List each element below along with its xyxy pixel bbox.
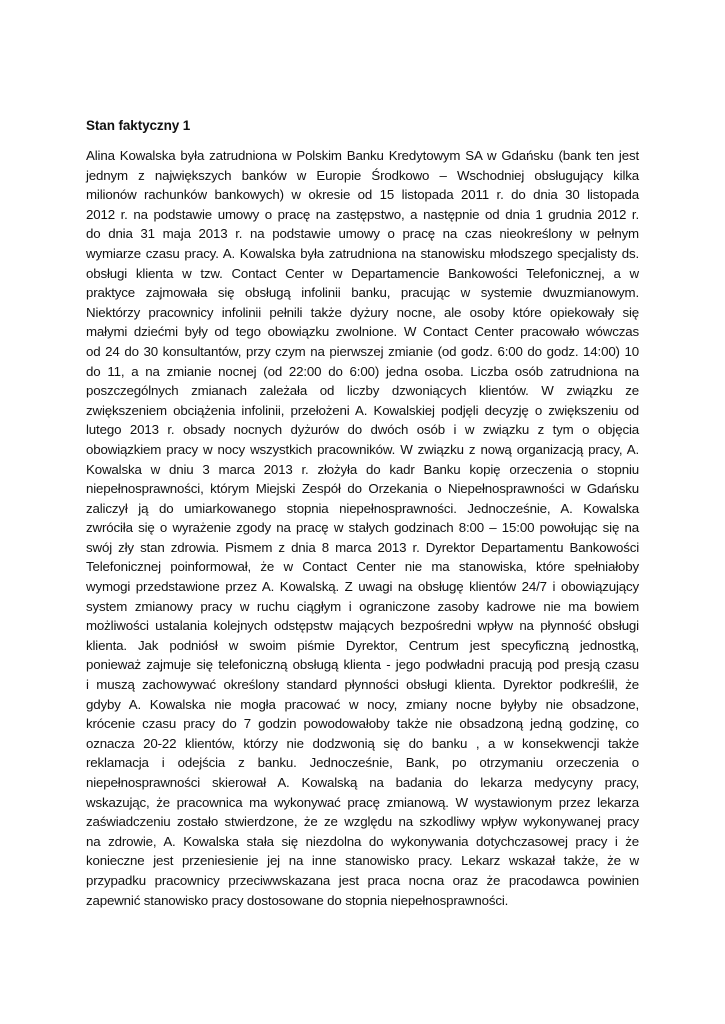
paragraph-line: zaświadczeniu zostało stwierdzone, że ze względu na szkodliwy wpływ wykonywanej pracy [86, 814, 639, 830]
paragraph-line: poszczególnych zmianach zależała od liczby dzwoniących klientów. W związku ze [86, 383, 639, 399]
paragraph-line: reklamacja i odejścia z banku. Jednocześnie, Bank, po otrzymaniu orzeczenia o [86, 755, 639, 771]
paragraph-line: Telefonicznej poinformował, że w Contact Center nie ma stanowiska, które spełniałoby [86, 559, 639, 575]
paragraph-line: lutego 2013 r. obsady nocnych dyżurów do dwóch osób i w związku z tym o objęcia [86, 422, 639, 438]
paragraph-line: Kowalska w dniu 3 marca 2013 r. złożyła do kadr Banku kopię orzeczenia o stopniu [86, 461, 639, 477]
paragraph-line: i muszą zachowywać określony standard płynności obsługi klienta. Dyrektor podkreślił, że [86, 677, 639, 693]
paragraph-line: milionów rachunków bankowych) w okresie od 15 listopada 2011 r. do dnia 30 listopada [86, 187, 639, 203]
paragraph-line: wskazując, że pracownica ma wykonywać pracę zmianową. W wystawionym przez lekarza [86, 794, 639, 810]
paragraph-line: krócenie czasu pracy do 7 godzin powodowałoby także nie obsadzoną jedną godzinę, co [86, 716, 639, 732]
paragraph-line: oznacza 20-22 klientów, którzy nie dodzwonią się do banku , a w konsekwencji także [86, 735, 639, 751]
paragraph-line: zwiększeniem obciążenia infolinii, przełożeni A. Kowalskiej podjęli decyzję o zwiększeniu od [86, 402, 639, 418]
paragraph-line: możliwości ustalania kolejnych odstępstw mających bezpośredni wpływ na płynność obsługi [86, 618, 639, 634]
paragraph-line: na zdrowie, A. Kowalska stała się niezdolna do wykonywania dotychczasowej pracy i że [86, 833, 639, 849]
paragraph-line: system zmianowy pracy w ruchu ciągłym i ograniczone zasoby kadrowe nie ma bowiem [86, 598, 639, 614]
paragraph-line: od 24 do 30 konsultantów, przy czym na pierwszej zmianie (od godz. 6:00 do godz. 14:00) 10 [86, 343, 639, 359]
paragraph-line: obsługi klienta w tzw. Contact Center w Departamencie Bankowości Telefonicznej, a w [86, 265, 639, 281]
paragraph-line: Niektórzy pracownicy infolinii pełnili także dyżury nocne, ale osoby które opiekowały się [86, 304, 639, 320]
paragraph-line: obowiązkiem pracy w nocy wszystkich pracowników. W związku z nową organizacją pracy, A. [86, 441, 639, 457]
paragraph-line: niepełnosprawności, którym Miejski Zespół do Orzekania o Niepełnosprawności w Gdańsku [86, 481, 639, 497]
paragraph-line: swój zły stan zdrowia. Pismem z dnia 8 marca 2013 r. Dyrektor Departamentu Bankowości [86, 539, 639, 555]
paragraph-line: zapewnić stanowisko pracy dostosowane do stopnia niepełnosprawności. [86, 892, 509, 908]
paragraph-line: 2012 r. na podstawie umowy o pracę na zastępstwo, a następnie od dnia 1 grudnia 2012 r. [86, 206, 639, 222]
paragraph-line: do 11, a na zmianie nocnej (od 22:00 do 6:00) jedna osoba. Liczba osób zatrudniona na [86, 363, 639, 379]
document-page [86, 116, 639, 910]
paragraph-line: jednym z największych banków w Europie Środkowo – Wschodniej obsługujący kilka [86, 167, 639, 183]
document-paragraph [86, 146, 639, 910]
paragraph-line: niepełnosprawności skierował A. Kowalską na badania do lekarza medycyny pracy, [86, 775, 639, 790]
paragraph-line: ponieważ zajmuje się telefoniczną obsługą klienta - jego podwładni pracują pod presją czasu [86, 657, 639, 673]
paragraph-line: Alina Kowalska była zatrudniona w Polskim Banku Kredytowym SA w Gdańsku (bank ten jest [86, 148, 639, 163]
paragraph-line: gdyby A. Kowalska nie mogła pracować w nocy, zmiany nocne byłyby nie obsadzone, [86, 696, 639, 712]
paragraph-line: zwróciła się o wyrażenie zgody na pracę w stałych godzinach 8:00 – 15:00 powołując się na [86, 520, 639, 536]
paragraph-line: przypadku pracownicy przeciwwskazana jest praca nocna oraz że pracodawca powinien [86, 872, 639, 888]
paragraph-line: klienta. Jak podniósł w swoim piśmie Dyrektor, Centrum jest specyficzną jednostką, [86, 637, 639, 653]
paragraph-line: wymiarze czasu pracy. A. Kowalska była zatrudniona na stanowisku młodszego specjalisty ds. [86, 245, 639, 261]
paragraph-line: zaliczył ją do umiarkowanego stopnia niepełnosprawności. Jednocześnie, A. Kowalska [86, 500, 639, 516]
paragraph-line: praktyce zajmowała się obsługą infolinii banku, pracując w systemie dwuzmianowym. [86, 285, 639, 301]
document-heading: Stan faktyczny 1 [86, 118, 191, 133]
paragraph-line: małymi dziećmi były od tego obowiązku zwolnione. W Contact Center pracowało wówczas [86, 324, 639, 340]
paragraph-line: do dnia 31 maja 2013 r. na podstawie umowy o pracę na czas nieokreślony w pełnym [86, 226, 639, 242]
paragraph-line: wymogi przedstawione przez A. Kowalską. Z uwagi na obsługę klientów 24/7 i obowiązujący [86, 579, 639, 595]
paragraph-line: konieczne jest przeniesienie jej na inne stanowisko pracy. Lekarz wskazał także, że w [86, 853, 639, 869]
